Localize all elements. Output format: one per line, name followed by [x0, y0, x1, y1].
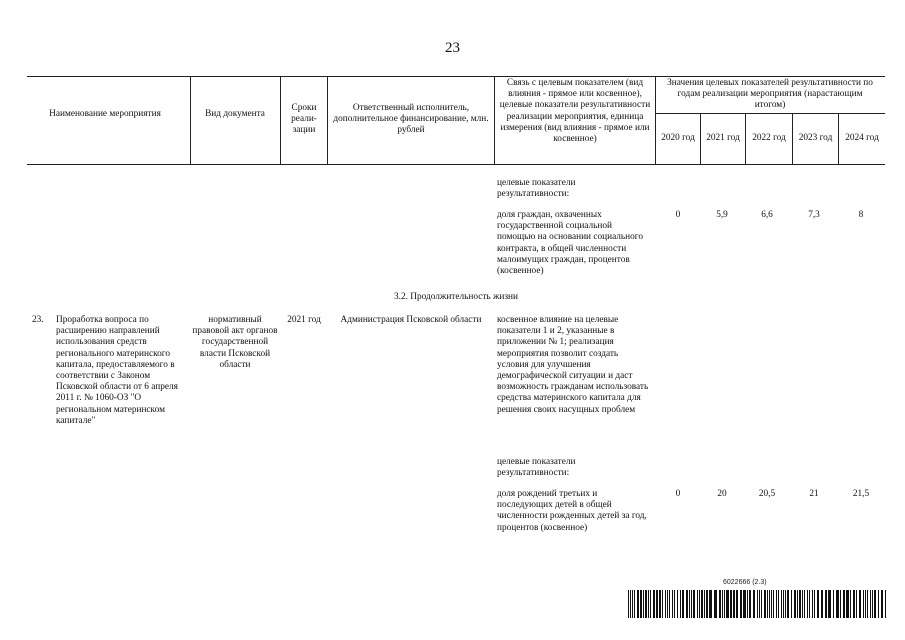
- col-divider: [280, 76, 281, 164]
- barcode-bar: [665, 590, 666, 618]
- header-col-link: Связь с целевым показателем (вид влияния - прямое или косвенное), целевые показатели результативности реализации мероприятия, единица измерения (вид влияния - прямое или косвенное): [499, 78, 651, 145]
- row-term: 2021 год: [287, 315, 321, 325]
- barcode-bar: [804, 590, 805, 618]
- barcode-bar: [628, 590, 629, 618]
- header-years-rule: [655, 113, 885, 114]
- value-2020: 0: [675, 210, 681, 220]
- barcode-bar: [722, 590, 723, 618]
- barcode-bar: [701, 590, 703, 618]
- value-2021: 5,9: [716, 210, 728, 220]
- barcode-bar: [653, 590, 655, 618]
- barcode-bar: [724, 590, 725, 618]
- value-2022: 20,5: [758, 489, 776, 499]
- barcode-bar: [840, 590, 841, 618]
- barcode-bar: [787, 590, 789, 618]
- barcode-bar: [764, 590, 766, 618]
- indicators-label: целевые показатели результативности:: [497, 457, 576, 479]
- barcode-bar: [682, 590, 684, 618]
- header-year-2023: 2023 год: [798, 133, 833, 143]
- header-year-2022: 2022 год: [752, 133, 786, 143]
- value-2020: 0: [675, 489, 681, 499]
- header-year-2021: 2021 год: [706, 133, 740, 143]
- header-year-2024: 2024 год: [845, 133, 879, 143]
- barcode-bar: [773, 590, 774, 618]
- barcode-bar: [799, 590, 801, 618]
- barcode-bar: [659, 590, 661, 618]
- barcode-bar: [781, 590, 782, 618]
- barcode-bar: [794, 590, 796, 618]
- barcode-bar: [870, 590, 871, 618]
- barcode-bar: [807, 590, 808, 618]
- barcode-bar: [630, 590, 631, 618]
- barcode-bar: [643, 590, 644, 618]
- barcode-bar: [648, 590, 649, 618]
- barcode-bar: [736, 590, 738, 618]
- barcode-bar: [757, 590, 758, 618]
- value-2024: 8: [858, 210, 864, 220]
- barcode-bar: [669, 590, 670, 618]
- barcode-bar: [689, 590, 690, 618]
- barcode-bar: [656, 590, 658, 618]
- col-divider: [655, 76, 656, 164]
- indicator-text: доля граждан, охваченных государственной социальной помощью на основании социального контракта, в общей численности малоимущих граждан, процентов (косвенное): [497, 210, 644, 277]
- barcode-bar: [814, 590, 815, 618]
- barcode-bar: [785, 590, 786, 618]
- barcode-bar: [680, 590, 681, 618]
- barcode-bar: [885, 590, 886, 618]
- barcode-bar: [771, 590, 772, 618]
- barcode-bar: [878, 590, 879, 618]
- col-divider: [494, 76, 495, 164]
- barcode-bar: [783, 590, 784, 618]
- barcode-bar: [865, 590, 866, 618]
- value-2023: 7,3: [808, 210, 820, 220]
- barcode-bar: [809, 590, 810, 618]
- value-2024: 21,5: [852, 489, 870, 499]
- header-col-name: Наименование мероприятия: [49, 109, 161, 119]
- barcode-bar: [645, 590, 647, 618]
- barcode-bar: [776, 590, 777, 618]
- barcode-bar: [704, 590, 705, 618]
- barcode-bar: [843, 590, 845, 618]
- barcode-bar: [769, 590, 770, 618]
- barcode-bar: [797, 590, 798, 618]
- row-doc-type: нормативный правовой акт органов государственной власти Псковской области: [192, 315, 278, 370]
- barcode-bar: [714, 590, 717, 618]
- header-col-doc: Вид документа: [205, 109, 265, 119]
- barcode-bar: [812, 590, 813, 618]
- barcode-bar: [759, 590, 760, 618]
- barcode-bar: [686, 590, 688, 618]
- barcode-bar: [863, 590, 864, 618]
- barcode-bar: [706, 590, 708, 618]
- barcode-bar: [821, 590, 823, 618]
- barcode-bar: [637, 590, 639, 618]
- row-executor: Администрация Псковской области: [340, 315, 482, 325]
- barcode-bar: [802, 590, 803, 618]
- barcode-bar: [874, 590, 876, 618]
- barcode-bar: [828, 590, 831, 618]
- barcode-bar: [730, 590, 732, 618]
- indicators-label: целевые показатели результативности:: [497, 178, 576, 200]
- value-2021: 20: [717, 489, 727, 499]
- value-2023: 21: [809, 489, 819, 499]
- barcode-bar: [761, 590, 762, 618]
- section-title: 3.2. Продолжительность жизни: [393, 292, 518, 302]
- col-divider: [327, 76, 328, 164]
- barcode-bar: [836, 590, 839, 618]
- header-year-2020: 2020 год: [661, 133, 695, 143]
- barcode-bar: [740, 590, 742, 618]
- barcode-bar: [853, 590, 855, 618]
- barcode: [628, 590, 888, 618]
- barcode-bar: [881, 590, 883, 618]
- barcode-bar: [749, 590, 751, 618]
- barcode-bar: [719, 590, 721, 618]
- barcode-bar: [691, 590, 692, 618]
- barcode-bar: [699, 590, 700, 618]
- barcode-bar: [634, 590, 635, 618]
- barcode-bar: [747, 590, 748, 618]
- barcode-number: 6022666 (2.3): [723, 579, 767, 586]
- barcode-bar: [825, 590, 827, 618]
- barcode-bar: [778, 590, 779, 618]
- barcode-bar: [867, 590, 868, 618]
- barcode-bar: [743, 590, 746, 618]
- barcode-bar: [662, 590, 663, 618]
- barcode-bar: [846, 590, 849, 618]
- barcode-bar: [733, 590, 735, 618]
- header-col-values: Значения целевых показателей результативности по годам реализации мероприятия (нарастающим итогом): [667, 78, 873, 111]
- col-divider: [190, 76, 191, 164]
- barcode-bar: [709, 590, 712, 618]
- indicator-text: доля рождений третьих и последующих детей в общей численности рожденных детей за год, процентов (косвенное): [497, 489, 647, 533]
- barcode-bar: [677, 590, 678, 618]
- header-bottom-rule: [27, 164, 885, 165]
- header-top-rule: [27, 76, 885, 77]
- barcode-bar: [672, 590, 673, 618]
- row-name: Проработка вопроса по расширению направлений использования средств регионального материнского капитала, предоставляемого в соответствии с Законом Псковской области от 6 апреля 2011 г. № 1060-ОЗ "О региональном материнском капитале": [56, 315, 178, 426]
- barcode-bar: [650, 590, 651, 618]
- value-2022: 6,6: [761, 210, 773, 220]
- barcode-bar: [859, 590, 861, 618]
- barcode-bar: [850, 590, 851, 618]
- barcode-bar: [697, 590, 698, 618]
- header-col-executor: Ответственный исполнитель, дополнительное финансирование, млн. рублей: [333, 103, 489, 136]
- barcode-bar: [640, 590, 642, 618]
- barcode-bar: [791, 590, 792, 618]
- barcode-bar: [872, 590, 873, 618]
- barcode-bar: [767, 590, 768, 618]
- page-number: 23: [445, 40, 460, 56]
- barcode-bar: [674, 590, 675, 618]
- barcode-bar: [833, 590, 834, 618]
- barcode-bar: [726, 590, 729, 618]
- barcode-bar: [667, 590, 668, 618]
- header-col-terms: Сроки реали- зации: [291, 103, 317, 136]
- row-number: 23.: [32, 315, 44, 325]
- barcode-bar: [817, 590, 819, 618]
- barcode-bar: [632, 590, 633, 618]
- barcode-bar: [693, 590, 695, 618]
- barcode-bar: [753, 590, 755, 618]
- row-link-text: косвенное влияние на целевые показатели 1 и 2, указанные в приложении № 1; реализация мероприятия позволит создать условия для улучшения демографической ситуации и даст возможность гражданам использовать средства материнского капитала для решения своих насущных проблем: [497, 315, 649, 415]
- barcode-bar: [856, 590, 857, 618]
